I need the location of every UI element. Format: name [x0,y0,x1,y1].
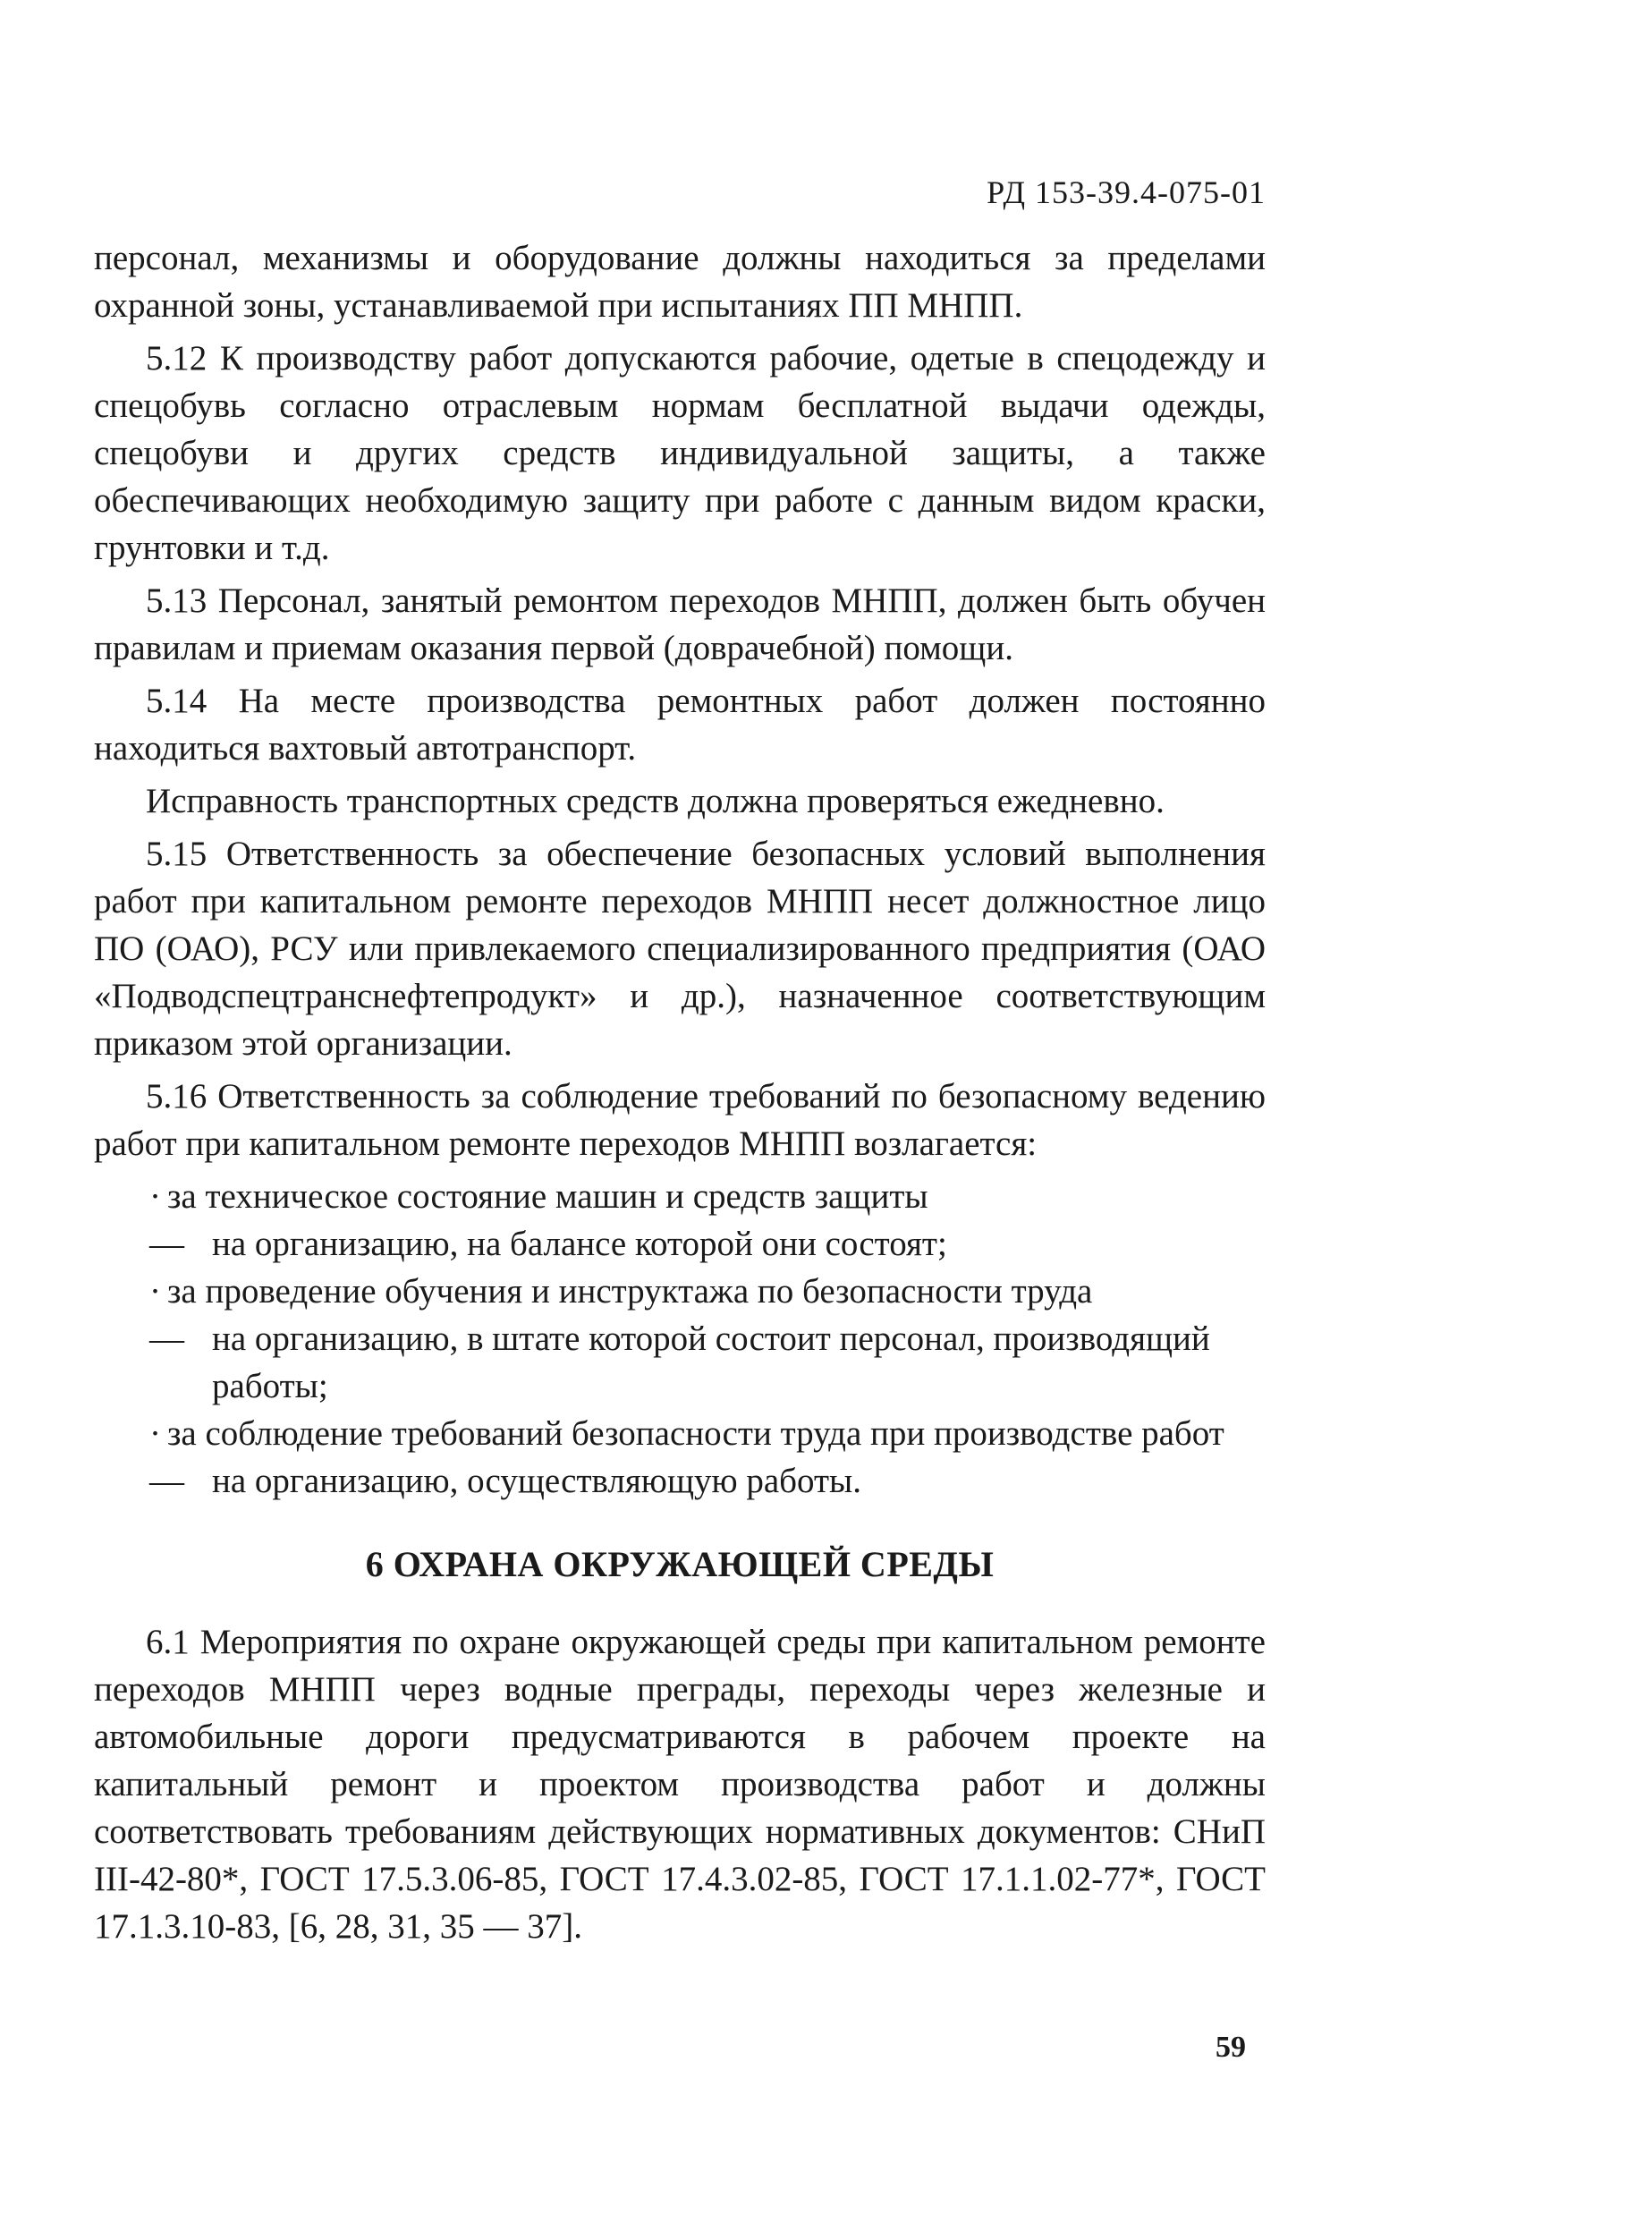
paragraph-continuation: персонал, механизмы и оборудование должны находиться за пределами охранной зоны, устанавливаемой при испытаниях ПП МНПП. [94,239,1266,325]
list-item-text: за соблюдение требований безопасности труда при производстве работ [167,1414,1224,1453]
bullet-dot: · [149,1272,161,1311]
bullet-dot: · [149,1414,161,1453]
list-item-text: за проведение обучения и инструктажа по безопасности труда [167,1272,1093,1311]
paragraph-5-14: 5.14 На месте производства ремонтных работ должен постоянно находиться вахтовый автотранспорт. [94,682,1266,768]
document-code: РД 153-39.4-075-01 [987,174,1266,210]
bullet-dot: · [149,1177,161,1216]
bullet-dash: — [149,1462,184,1500]
paragraph-5-16: 5.16 Ответственность за соблюдение требований по безопасному ведению работ при капитальном ремонте переходов МНПП возлагается: [94,1077,1266,1163]
list-item [94,1315,1266,1410]
bullet-dash: — [149,1225,184,1263]
list-item [94,1173,1266,1220]
list-item-text: на организацию, на балансе которой они состоят; [212,1225,947,1263]
list-item-text: за техническое состояние машин и средств защиты [167,1177,928,1216]
list-item-text: на организацию, осуществляющую работы. [212,1462,861,1500]
page-number: 59 [1216,2031,1246,2064]
list-item [94,1220,1266,1268]
paragraph-5-12: 5.12 К производству работ допускаются рабочие, одетые в спецодежду и спецобувь согласно отраслевым нормам бесплатной выдачи одежды, спецобуви и других средств индивидуальной защиты, а также обеспечивающих необходимую защиту при работе с данным видом краски, грунтовки и т.д. [94,339,1266,567]
bullet-dash: — [149,1319,184,1358]
page-content [94,234,1266,1956]
paragraph-5-14-vehicles: Исправность транспортных средств должна проверяться ежедневно. [146,782,1165,820]
paragraph-5-15: 5.15 Ответственность за обеспечение безопасных условий выполнения работ при капитальном ремонте переходов МНПП несет должностное лицо ПО (ОАО), РСУ или привлекаемого специализированного предприятия (ОАО «Подводспецтранснефтепродукт» и др.), назначенное соответствующим приказом этой организации. [94,835,1266,1063]
list-item-text: на организацию, в штате которой состоит персонал, производящий работы; [212,1319,1210,1405]
list-item [94,1410,1266,1457]
paragraph-6-1: 6.1 Мероприятия по охране окружающей среды при капитальном ремонте переходов МНПП через водные преграды, переходы через железные и автомобильные дороги предусматриваются в рабочем проекте на капитальный ремонт и проектом производства работ и должны соответствовать требованиям действующих нормативных документов: СНиП III-42-80*, ГОСТ 17.5.3.06-85, ГОСТ 17.4.3.02-85, ГОСТ 17.1.1.02-77*, ГОСТ 17.1.3.10-83, [6, 28, 31, 35 — 37]. [94,1623,1266,1946]
paragraph-5-13: 5.13 Персонал, занятый ремонтом переходов МНПП, должен быть обучен правилам и приемам оказания первой (доврачебной) помощи. [94,581,1266,667]
list-item [94,1268,1266,1315]
responsibility-list [94,1173,1266,1505]
section-title: 6 ОХРАНА ОКРУЖАЮЩЕЙ СРЕДЫ [365,1544,995,1584]
list-item [94,1457,1266,1505]
